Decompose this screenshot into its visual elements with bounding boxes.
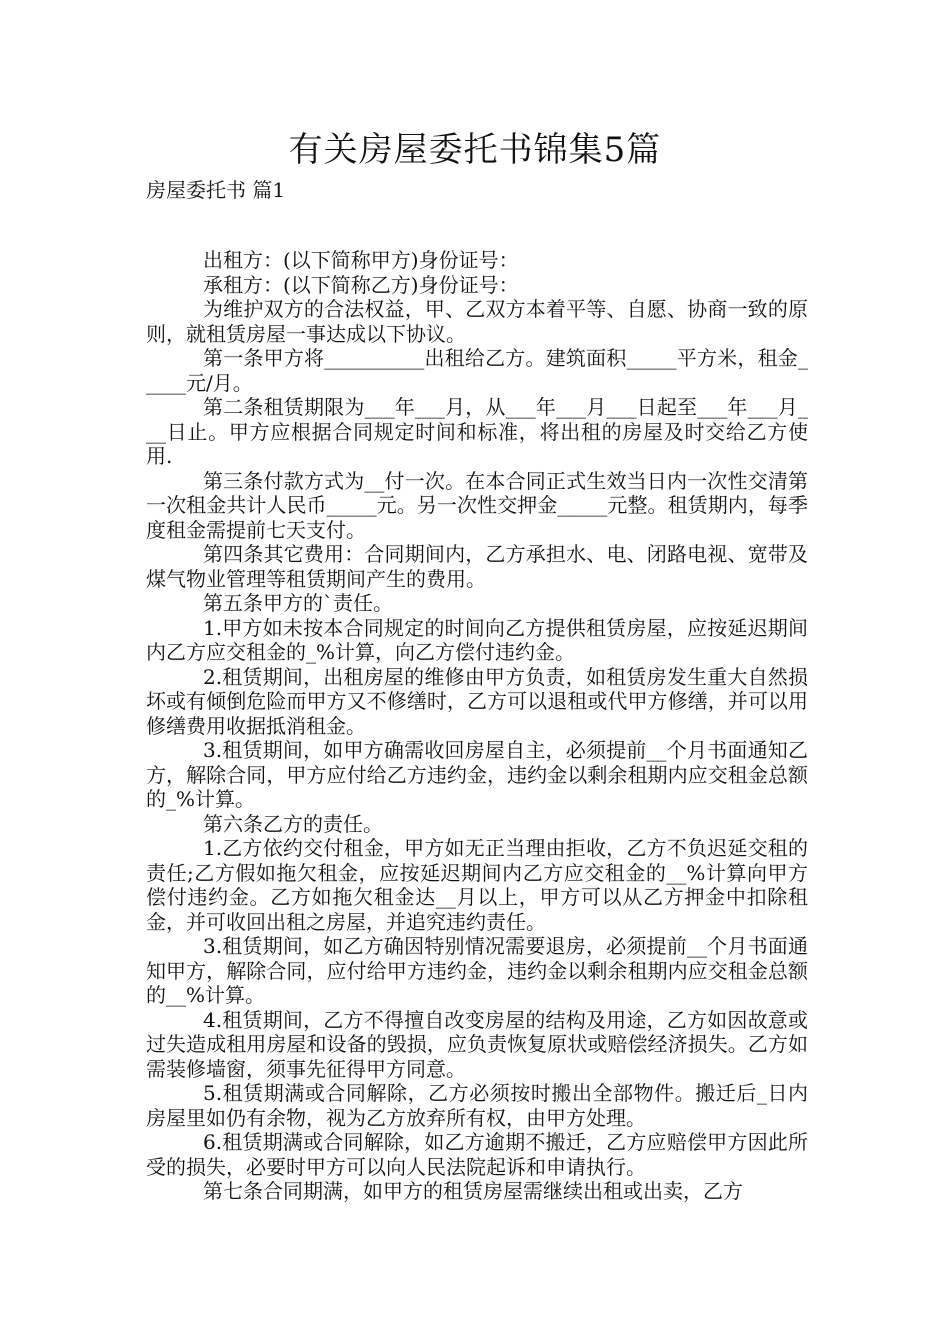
paragraph-article-5-item-3: 3.租赁期间，如甲方确需收回房屋自主，必须提前__个月书面通知乙方，解除合同，甲方应付给乙方违约金，违约金以剩余租期内应交租金总额的_%计算。 [146, 738, 808, 811]
paragraph-article-6-item-5: 5.租赁期满或合同解除，乙方必须按时搬出全部物件。搬迁后_日内房屋里如仍有余物，视为乙方放弃所有权，由甲方处理。 [146, 1081, 808, 1130]
section-heading: 房屋委托书 篇1 [146, 178, 286, 202]
paragraph-article-4: 第四条其它费用：合同期间内，乙方承担水、电、闭路电视、宽带及煤气物业管理等租赁期间产生的费用。 [146, 542, 808, 591]
paragraph-article-6-item-4: 4.租赁期间，乙方不得擅自改变房屋的结构及用途，乙方如因故意或过失造成租用房屋和设备的毁损，应负责恢复原状或赔偿经济损失。乙方如需装修墙窗，须事先征得甲方同意。 [146, 1007, 808, 1081]
paragraph-article-6: 第六条乙方的责任。 [203, 811, 383, 836]
paragraph-lessor: 出租方：(以下简称甲方)身份证号： [203, 248, 519, 272]
document-title: 有关房屋委托书锦集5篇 [288, 130, 662, 170]
paragraph-article-5-item-2: 2.租赁期间，出租房屋的维修由甲方负责，如租赁房发生重大自然损坏或有倾倒危险而甲方又不修缮时，乙方可以退租或代甲方修缮，并可以用修缮费用收据抵消租金。 [146, 664, 808, 738]
paragraph-article-6-item-3: 3.租赁期间，如乙方确因特别情况需要退房，必须提前__个月书面通知甲方，解除合同，应付给甲方违约金，违约金以剩余租期内应交租金总额的__%计算。 [146, 934, 808, 1007]
paragraph-article-3: 第三条付款方式为__付一次。在本合同正式生效当日内一次性交清第一次租金共计人民币_____元。另一次性交押金_____元整。租赁期内，每季度租金需提前七天支付。 [146, 468, 808, 542]
paragraph-preamble: 为维护双方的合法权益，甲、乙双方本着平等、自愿、协商一致的原则，就租赁房屋一事达成以下协议。 [146, 297, 808, 346]
paragraph-article-5-item-1: 1.甲方如未按本合同规定的时间向乙方提供租赁房屋，应按延迟期间内乙方应交租金的_%计算，向乙方偿付违约金。 [146, 615, 808, 664]
paragraph-article-5: 第五条甲方的`责任。 [203, 591, 393, 615]
paragraph-article-1: 第一条甲方将__________出租给乙方。建筑面积_____平方米，租金_____元/月。 [146, 346, 808, 395]
paragraph-lessee: 承租方：(以下简称乙方)身份证号： [203, 272, 519, 297]
paragraph-article-6-item-1: 1.乙方依约交付租金，甲方如无正当理由拒收，乙方不负迟延交租的责任;乙方假如拖欠租金，应按延迟期间内乙方应交租金的__%计算向甲方偿付违约金。乙方如拖欠租金达__月以上，甲方可以从乙方押金中扣除租金，并可收回出租之房屋，并追究违约责任。 [146, 836, 808, 934]
paragraph-article-6-item-6: 6.租赁期满或合同解除，如乙方逾期不搬迁，乙方应赔偿甲方因此所受的损失，必要时甲方可以向人民法院起诉和申请执行。 [146, 1130, 808, 1179]
document-body [146, 248, 808, 1204]
paragraph-article-2: 第二条租赁期限为___年___月，从___年___月___日起至___年___月___日止。甲方应根据合同规定时间和标准，将出租的房屋及时交给乙方使用. [146, 395, 808, 468]
paragraph-article-7: 第七条合同期满，如甲方的租赁房屋需继续出租或出卖，乙方 [203, 1179, 743, 1203]
